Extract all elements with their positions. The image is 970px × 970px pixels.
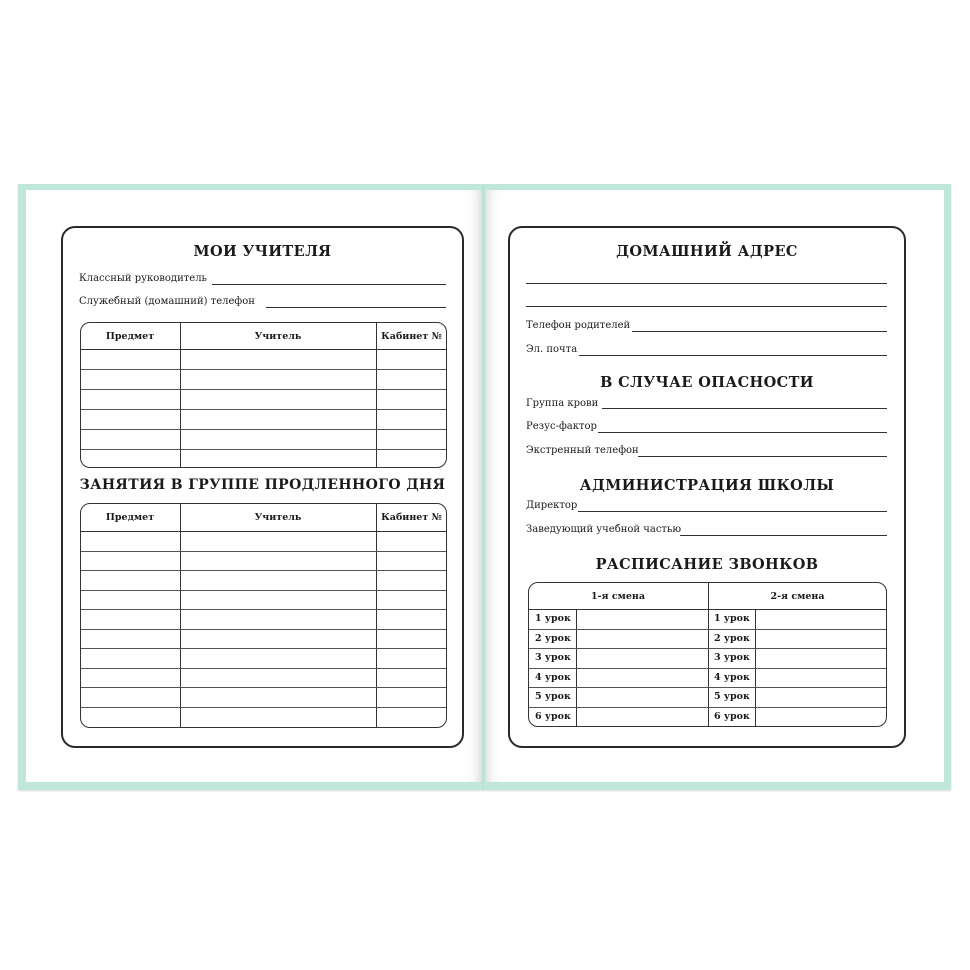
address-line-2[interactable] bbox=[526, 306, 887, 307]
class-teacher-field[interactable] bbox=[212, 284, 446, 285]
shift2-lesson-3: 3 урок bbox=[714, 652, 750, 663]
shift2-lesson-2: 2 урок bbox=[714, 633, 750, 644]
phone-field[interactable] bbox=[266, 307, 446, 308]
parents-phone-field[interactable] bbox=[632, 331, 887, 332]
head-teacher-label: Заведующий учебной частью bbox=[526, 524, 682, 535]
director-field[interactable] bbox=[578, 511, 887, 512]
header-room-2: Кабинет № bbox=[381, 512, 442, 523]
header-subject-2: Предмет bbox=[105, 512, 155, 523]
shift1-lesson-5: 5 урок bbox=[535, 691, 571, 702]
header-teacher: Учитель bbox=[254, 331, 302, 342]
bell-schedule-table bbox=[528, 582, 887, 727]
address-title: ДОМАШНИЙ АДРЕС bbox=[616, 243, 798, 260]
extended-day-title: ЗАНЯТИЯ В ГРУППЕ ПРОДЛЕННОГО ДНЯ bbox=[79, 477, 446, 493]
blood-group-label: Группа крови bbox=[526, 398, 599, 409]
emergency-phone-label: Экстренный телефон bbox=[526, 445, 639, 456]
shift2-lesson-4: 4 урок bbox=[714, 672, 750, 683]
head-teacher-field[interactable] bbox=[680, 535, 887, 536]
shift1-lesson-2: 2 урок bbox=[535, 633, 571, 644]
bells-title: РАСПИСАНИЕ ЗВОНКОВ bbox=[595, 556, 819, 573]
extended-day-table bbox=[80, 503, 447, 728]
shift1-lesson-3: 3 урок bbox=[535, 652, 571, 663]
shift2-lesson-1: 1 урок bbox=[714, 613, 750, 624]
shift1-lesson-6: 6 урок bbox=[535, 711, 571, 722]
shift-2-header: 2-я смена bbox=[770, 591, 825, 602]
shift1-lesson-4: 4 урок bbox=[535, 672, 571, 683]
header-subject: Предмет bbox=[105, 331, 155, 342]
header-room: Кабинет № bbox=[381, 331, 442, 342]
danger-title: В СЛУЧАЕ ОПАСНОСТИ bbox=[600, 374, 814, 391]
rh-factor-label: Резус-фактор bbox=[526, 421, 597, 432]
teachers-title: МОИ УЧИТЕЛЯ bbox=[193, 243, 332, 260]
rh-factor-field[interactable] bbox=[598, 432, 887, 433]
shift2-lesson-6: 6 урок bbox=[714, 711, 750, 722]
shift2-lesson-5: 5 урок bbox=[714, 691, 750, 702]
address-line-1[interactable] bbox=[526, 283, 887, 284]
phone-label: Служебный (домашний) телефон bbox=[79, 296, 255, 307]
shift-1-header: 1-я смена bbox=[590, 591, 646, 602]
parents-phone-label: Телефон родителей bbox=[526, 320, 631, 331]
teachers-table bbox=[80, 322, 447, 468]
email-field[interactable] bbox=[579, 355, 887, 356]
admin-title: АДМИНИСТРАЦИЯ ШКОЛЫ bbox=[579, 477, 835, 494]
shift1-lesson-1: 1 урок bbox=[535, 613, 571, 624]
emergency-phone-field[interactable] bbox=[638, 456, 887, 457]
director-label: Директор bbox=[526, 500, 578, 511]
email-label: Эл. почта bbox=[526, 344, 578, 355]
header-teacher-2: Учитель bbox=[254, 512, 302, 523]
class-teacher-label: Классный руководитель bbox=[79, 273, 207, 284]
blood-group-field[interactable] bbox=[602, 408, 887, 409]
